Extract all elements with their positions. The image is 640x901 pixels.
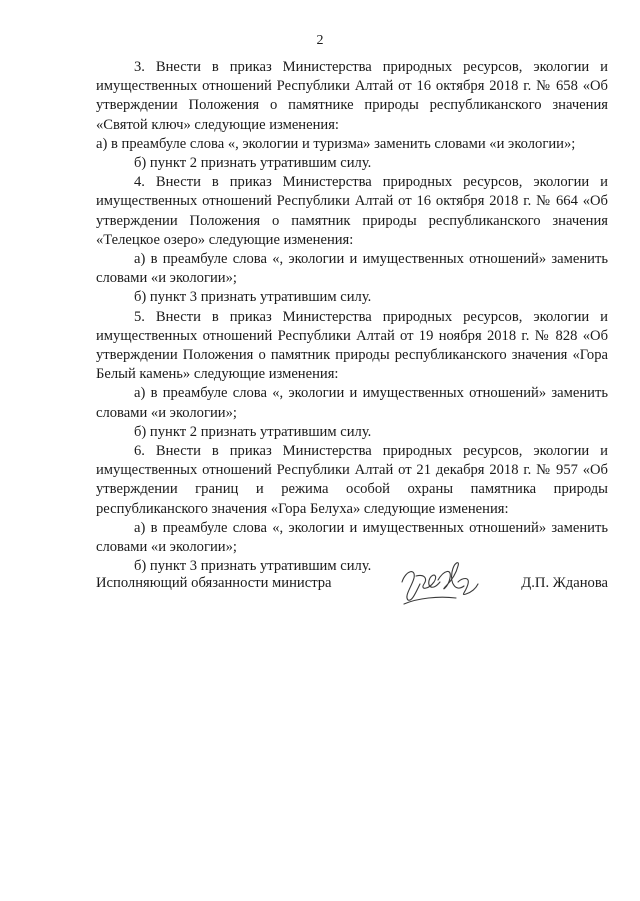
document-body xyxy=(96,58,608,576)
signature-block xyxy=(96,560,608,620)
paragraph-item-5a: а) в преамбуле слова «, экологии и имущественных отношений» заменить словами «и экологии»; xyxy=(96,385,608,421)
paragraph-item-3: 3. Внести в приказ Министерства природных ресурсов, экологии и имущественных отношений Республики Алтай от 16 октября 2018 г. № 658 «Об утверждении Положения о памятнике природы республиканского значения «Святой ключ» следующие изменения: xyxy=(96,59,608,133)
paragraph-item-3a: а) в преамбуле слова «, экологии и туризма» заменить словами «и экологии»; xyxy=(96,135,576,152)
signatory-title: Исполняющий обязанности министра xyxy=(96,575,332,591)
handwritten-signature xyxy=(394,552,484,612)
page-number: 2 xyxy=(316,33,324,48)
paragraph-item-5: 5. Внести в приказ Министерства природных ресурсов, экологии и имущественных отношений Республики Алтай от 19 ноября 2018 г. № 828 «Об утверждении Положения о памятник природы республиканского значения «Гора Белый камень» следующие изменения: xyxy=(96,308,608,383)
signatory-name: Д.П. Жданова xyxy=(521,575,608,591)
paragraph-item-6a: а) в преамбуле слова «, экологии и имущественных отношений» заменить словами «и экологии»; xyxy=(96,519,608,556)
paragraph-item-4: 4. Внести в приказ Министерства природных ресурсов, экологии и имущественных отношений Республики Алтай от 16 октября 2018 г. № 664 «Об утверждении Положения о памятник природы республиканского значения «Телецкое озеро» следующие изменения: xyxy=(96,174,608,248)
paragraph-item-4b: б) пункт 3 признать утратившим силу. xyxy=(134,289,372,306)
paragraph-item-4a: а) в преамбуле слова «, экологии и имущественных отношений» заменить словами «и экологии»; xyxy=(96,251,608,287)
paragraph-item-6: 6. Внести в приказ Министерства природных ресурсов, экологии и имущественных отношений Республики Алтай от 21 декабря 2018 г. № 957 «Об утверждении границ и режима особой охраны памятника природы республиканского значения «Гора Белуха» следующие изменения: xyxy=(96,443,608,517)
paragraph-item-5b: б) пункт 2 признать утратившим силу. xyxy=(134,423,372,440)
paragraph-item-3b: б) пункт 2 признать утратившим силу. xyxy=(134,155,372,172)
paragraph-item-6b: б) пункт 3 признать утратившим силу. xyxy=(134,558,372,575)
